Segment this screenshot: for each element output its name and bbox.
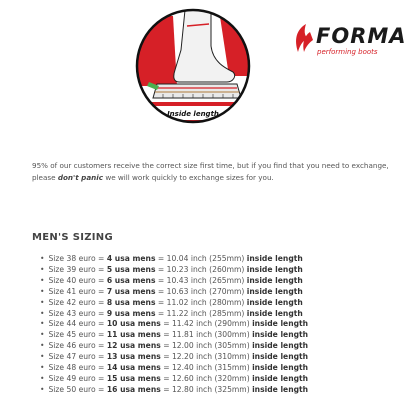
intro-before: 95% of our customers receive the correct size first time, but if you find that you need to exchange, please — [32, 161, 389, 182]
list-item: • Size 50 euro = 16 usa mens = 12.80 inch (325mm) inside length — [40, 385, 308, 396]
foot-measurement-illustration — [133, 6, 253, 126]
list-item: • Size 42 euro = 8 usa mens = 11.02 inch (280mm) inside length — [40, 298, 308, 309]
list-item: • Size 44 euro = 10 usa mens = 11.42 inch (290mm) inside length — [40, 319, 308, 330]
list-item: • Size 47 euro = 13 usa mens = 12.20 inch (310mm) inside length — [40, 352, 308, 363]
intro-paragraph — [32, 160, 392, 184]
list-item: • Size 40 euro = 6 usa mens = 10.43 inch (265mm) inside length — [40, 276, 308, 287]
intro-after: we will work quickly to exchange sizes for you. — [103, 173, 274, 182]
list-item: • Size 48 euro = 14 usa mens = 12.40 inch (315mm) inside length — [40, 363, 308, 374]
list-item: • Size 39 euro = 5 usa mens = 10.23 inch (260mm) inside length — [40, 265, 308, 276]
list-item: • Size 41 euro = 7 usa mens = 10.63 inch (270mm) inside length — [40, 287, 308, 298]
list-item: • Size 45 euro = 11 usa mens = 11.81 inch (300mm) inside length — [40, 330, 308, 341]
forma-logo — [292, 22, 410, 62]
illustration-caption: Inside length — [167, 110, 219, 118]
logo-wordmark: FORMA — [316, 24, 407, 48]
list-item: • Size 38 euro = 4 usa mens = 10.04 inch (255mm) inside length — [40, 254, 308, 265]
sizing-heading: MEN'S SIZING — [32, 232, 113, 243]
list-item: • Size 43 euro = 9 usa mens = 11.22 inch (285mm) inside length — [40, 309, 308, 320]
size-list — [40, 254, 308, 396]
list-item: • Size 46 euro = 12 usa mens = 12.00 inch (305mm) inside length — [40, 341, 308, 352]
forma-flame-icon — [292, 22, 314, 56]
list-item: • Size 49 euro = 15 usa mens = 12.60 inch (320mm) inside length — [40, 374, 308, 385]
logo-tagline: performing boots — [317, 48, 378, 56]
intro-emphasis: don't panic — [57, 173, 104, 182]
